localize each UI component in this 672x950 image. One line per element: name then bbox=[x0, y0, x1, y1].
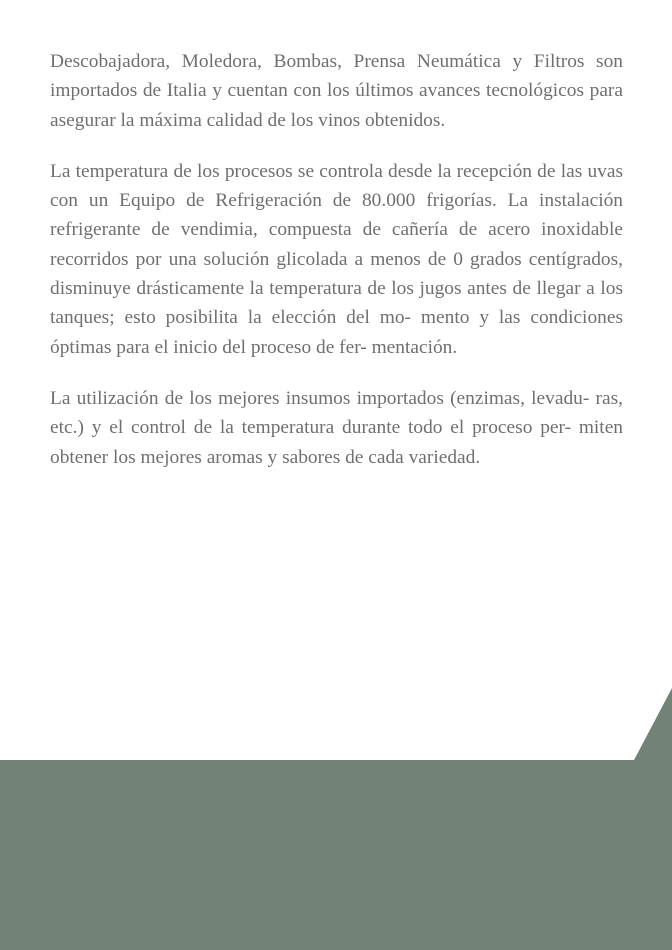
decorative-footer-band bbox=[0, 760, 672, 950]
paragraph-temperature-control: La temperatura de los procesos se controla desde la recepción de las uvas con un Equipo de Refrigeración de 80.000 frigorías. La instalación refrigerante de vendimia, compuesta de cañería de acero inoxidable recorridos por una solución glicolada a menos de 0 grados centígrados, disminuye drásticamente la temperatura de los jugos antes de llegar a los tanques; esto posibilita la elección del mo- mento y las condiciones óptimas para el inicio del proceso de fer- mentación. bbox=[50, 160, 623, 358]
body-text bbox=[50, 47, 623, 494]
decorative-corner-triangle bbox=[634, 688, 672, 760]
paragraph-supplies: La utilización de los mejores insumos importados (enzimas, levadu- ras, etc.) y el control de la temperatura durante todo el proceso per- miten obtener los mejores aromas y sabores de cada variedad. bbox=[50, 387, 623, 468]
paragraph-equipment: Descobajadora, Moledora, Bombas, Prensa Neumática y Filtros son importados de Italia y cuentan con los últimos avances tecnológicos para asegurar la máxima calidad de los vinos obtenidos. bbox=[50, 51, 623, 131]
